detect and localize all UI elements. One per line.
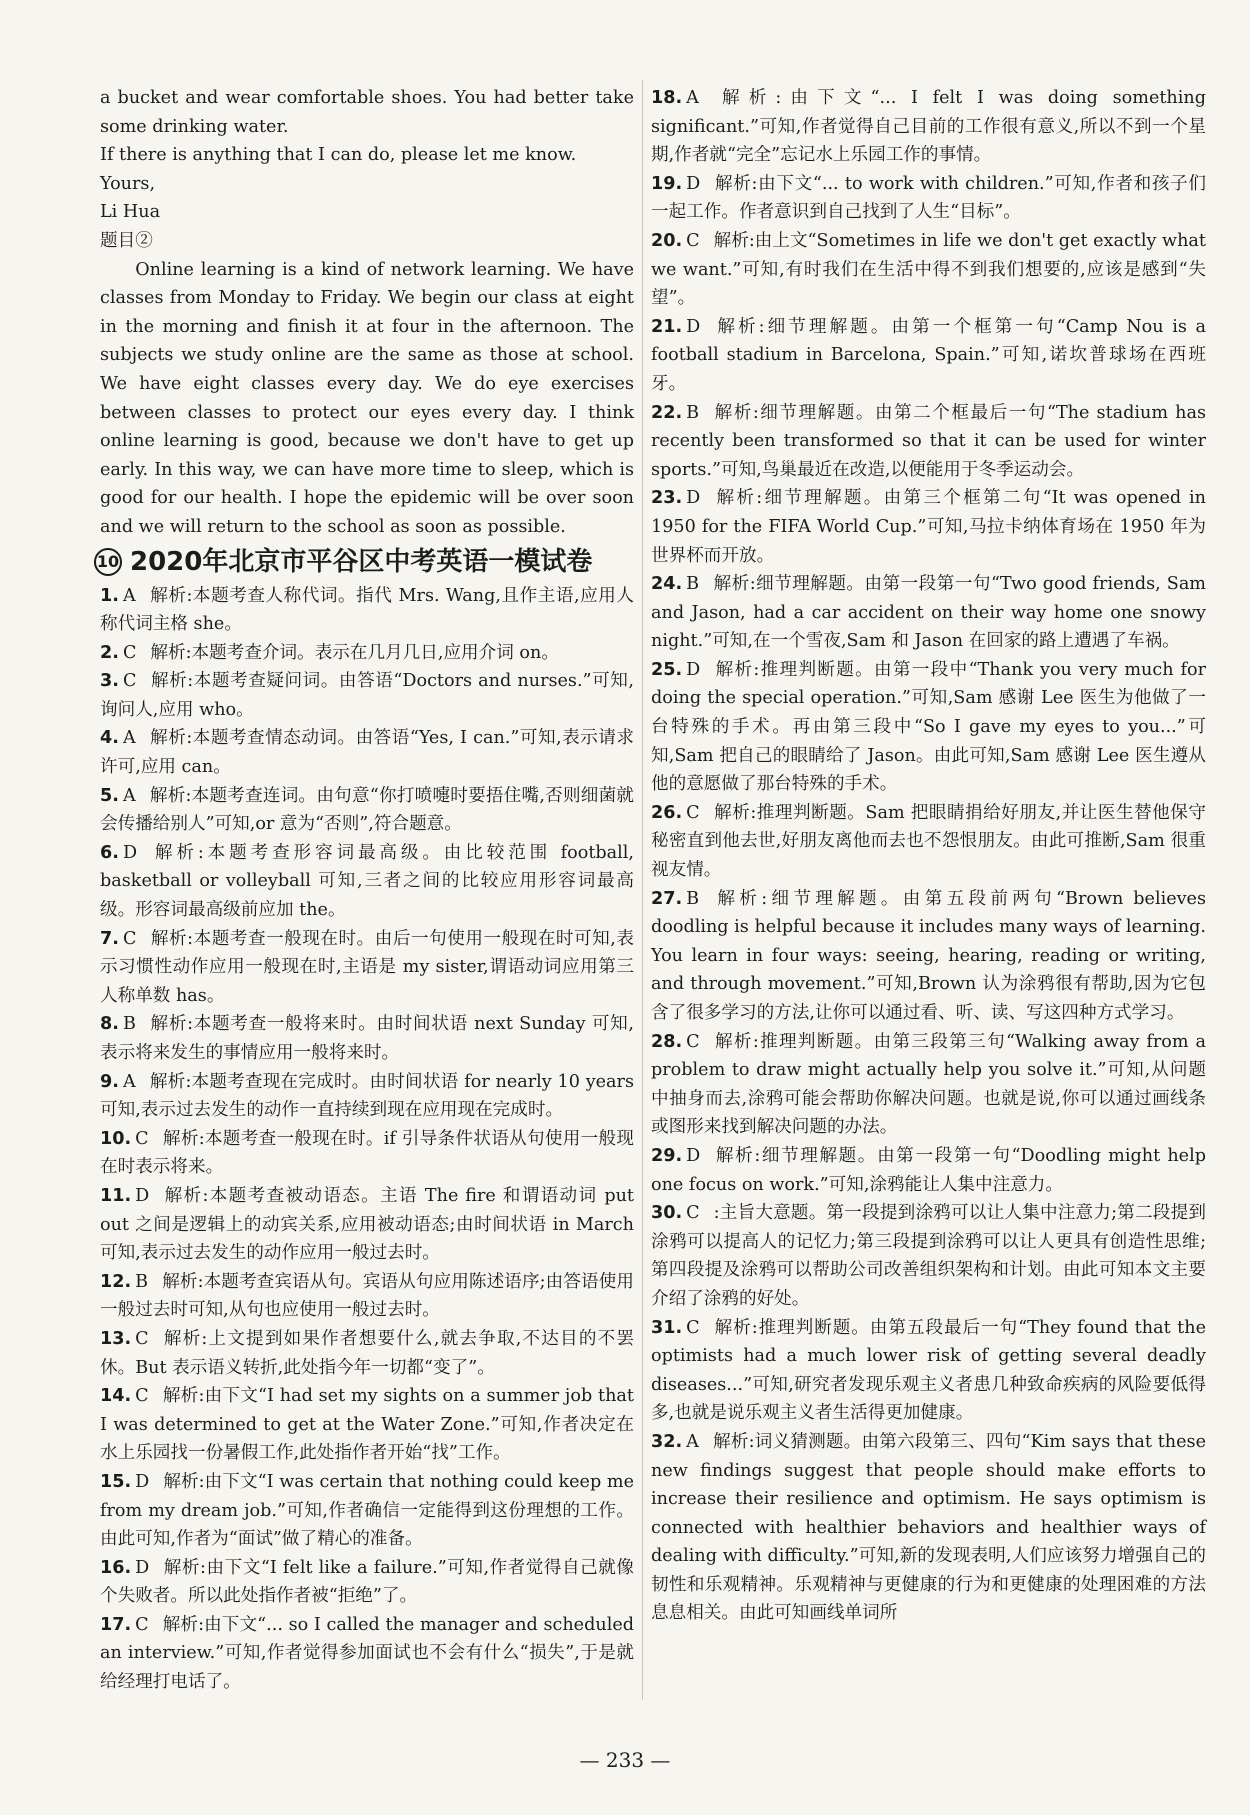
explanation-text: :推理判断题。由第三段第三句“Walking away from a problem to draw might actually help you solve it.”可知,从问题中抽身而去,涂鸦可能会帮助你解决问题。也就是说,你可以通过画线条或图形来找到解决问题的办法。 [651,1031,1206,1138]
answer-item [100,1468,634,1554]
explanation-text: :推理判断题。由第一段中“Thank you very much for doing the special operation.”可知,Sam 感谢 Lee 医生为他做了一台特殊的手术。再由第三段中“So I gave my eyes to you...”可知,Sam 把自己的眼睛给了 Jason。由此可知,Sam 感谢 Lee 医生遵从他的意愿做了那台特殊的手术。 [651,659,1206,795]
answer-item [651,313,1206,399]
letter-closing: Yours, [100,173,156,194]
answer-item [651,227,1206,313]
answer-choice: B [686,574,700,595]
answer-number: 27. [651,888,683,909]
answer-number: 13. [100,1328,132,1349]
answer-number: 20. [651,230,683,251]
explanation-text: :细节理解题。由第一个框第一句“Camp Nou is a football stadium in Barcelona, Spain.”可知,诺坎普球场在西班牙。 [651,316,1206,394]
explanation-text: :推理判断题。Sam 把眼睛捐给好朋友,并让医生替他保守秘密直到他去世,好朋友离他而去也不怨恨朋友。由此可推断,Sam 很重视友情。 [651,802,1206,881]
explanation-text: :由下文“... I felt I was doing something significant.”可知,作者觉得自己目前的工作很有意义,所以不到一个星期,作者就“完全”忘记水上乐园工作的事情。 [651,88,1206,166]
explanation-tag: 解析 [162,1614,199,1635]
answer-item [100,1382,634,1468]
letter-line: a bucket and wear comfortable shoes. You had better take some drinking water. [100,88,634,137]
left-column [96,84,634,1697]
answer-item [100,1268,634,1325]
answer-number: 14. [100,1386,132,1407]
explanation-text: :由上文“Sometimes in life we don't get exactly what we want.”可知,有时我们在生活中得不到我们想要的,应该是感到“失望”。 [651,230,1206,309]
answer-number: 23. [651,488,683,509]
answer-list-left [100,582,634,1697]
answer-choice: A [686,1431,699,1452]
answer-choice: C [686,802,700,823]
explanation-text: :本题考查一般现在时。由后一句使用一般现在时可知,表示习惯性动作应用一般现在时,主语是 my sister,谓语动词应用第三人称单数 has。 [100,928,634,1006]
explanation-tag: 解析 [151,842,198,863]
answer-number: 17. [100,1614,132,1635]
answer-item [651,399,1206,485]
explanation-text: :词义猜测题。由第六段第三、四句“Kim says that these new findings suggest that people should make efforts to increase their resilience and optimism. He says optimism is connected with healthier behaviors and healthier ways of dealing with difficulty.”可知,新的发现表明,人们应该努力增强自己的韧性和乐观精神。乐观精神与更健康的行为和更健康的处理困难的方法息息相关。由此可知画线单词所 [651,1431,1206,1624]
answer-item [100,1611,634,1697]
answer-item [100,667,634,724]
explanation-tag: 解析 [150,928,188,949]
answer-number: 6. [100,842,119,863]
answer-item [100,639,634,668]
explanation-text: :本题考查一般将来时。由时间状语 next Sunday 可知,表示将来发生的事情应用一般将来时。 [100,1014,634,1063]
answer-item [651,656,1206,799]
explanation-tag: 解析 [163,1185,203,1206]
answer-item [100,1325,634,1382]
explanation-tag: 解析 [714,488,757,509]
section-title: 2020年北京市平谷区中考英语一模试卷 [130,546,593,577]
explanation-text: :本题考查介词。表示在几月几日,应用介词 on。 [185,642,559,663]
answer-number: 3. [100,671,119,692]
answer-item [651,1142,1206,1199]
explanation-tag: 解析 [162,1271,198,1292]
explanation-tag: 解析 [713,1031,753,1052]
answer-choice: A [122,785,136,806]
explanation-text: :主旨大意题。第一段提到涂鸦可以让人集中注意力;第二段提到涂鸦可以提高人的记忆力;第三段提到涂鸦可以让人更具有创造性思维;第四段提及涂鸦可以帮助公司改善组织架构和计划。由此可知本文主要介绍了涂鸦的好处。 [651,1203,1206,1309]
answer-choice: D [135,1185,150,1206]
answer-choice: D [686,659,701,680]
answer-choice: D [122,842,138,863]
answer-choice: D [686,316,701,337]
explanation-tag: 解析 [714,1145,755,1166]
answer-item [651,170,1206,227]
explanation-tag: 解析 [150,671,188,692]
answer-choice: B [122,1014,136,1035]
answer-item [651,885,1206,1028]
explanation-tag: 解析 [162,1328,202,1349]
explanation-text: :上文提到如果作者想要什么,就去争取,不达目的不罢休。But 表示语义转折,此处指今年一切都“变了”。 [100,1328,634,1378]
answer-number: 5. [100,785,119,806]
answer-number: 16. [100,1557,132,1578]
answer-choice: C [122,642,137,663]
explanation-tag: 解析 [149,728,187,749]
explanation-tag: 解析 [712,1431,749,1452]
answer-choice: C [135,1328,149,1349]
explanation-text: :细节理解题。由第三个框第二句“It was opened in 1950 for the FIFA World Cup.”可知,马拉卡纳体育场在 1950 年为世界杯而开放。 [651,488,1206,566]
answer-number: 21. [651,316,683,337]
explanation-tag: 解析 [713,574,750,595]
explanation-text: :由下文“I had set my sights on a summer job that I was determined to get at the Water Zone.”可知,作者决定在水上乐园找一份暑假工作,此处指作者开始“找”工作。 [100,1386,634,1464]
answer-choice: C [686,1203,700,1224]
answer-item [651,84,1206,170]
answer-choice: A [122,585,136,606]
answer-number: 8. [100,1014,119,1035]
answer-number: 22. [651,402,683,423]
answer-choice: C [686,1031,700,1052]
answer-choice: B [135,1271,149,1292]
explanation-text: :本题考查人称代词。指代 Mrs. Wang,且作主语,应用人称代词主格 she。 [100,585,634,635]
section-number-badge: 10 [94,548,122,576]
answer-choice: D [686,488,701,509]
answer-number: 30. [651,1203,683,1224]
explanation-text: :细节理解题。由第一段第一句“Doodling might help one focus on work.”可知,涂鸦能让人集中注意力。 [651,1145,1206,1195]
answer-number: 7. [100,928,119,949]
answer-number: 31. [651,1317,683,1338]
explanation-tag: 解析 [713,802,751,823]
explanation-tag: 解析 [714,316,759,337]
answer-number: 28. [651,1031,683,1052]
right-column [651,84,1206,1628]
answer-item [651,1314,1206,1428]
explanation-tag: 解析 [163,1557,201,1578]
answer-choice: B [686,888,700,909]
explanation-tag: 解析 [149,785,186,806]
answer-item [651,1428,1206,1628]
explanation-text: :细节理解题。由第一段第一句“Two good friends, Sam and Jason, had a car accident on their way home one snowy night.”可知,在一个雪夜,Sam 和 Jason 在回家的路上遭遇了车祸。 [651,574,1206,652]
answer-choice: C [135,1128,149,1149]
answer-choice: D [686,1145,701,1166]
explanation-tag: 解析 [149,585,187,606]
answer-choice: C [686,230,700,251]
letter-signature: Li Hua [100,202,161,223]
answer-choice: C [122,671,137,692]
page-number: — 233 — [579,1748,671,1772]
explanation-text: :由下文“... so I called the manager and scheduled an interview.”可知,作者觉得参加面试也不会有什么“损失”,于是就给经理打电话了。 [100,1614,634,1693]
explanation-text: :本题考查宾语从句。宾语从句应用陈述语序;由答语使用一般过去时可知,从句也应使用一般过去时。 [100,1271,634,1321]
answer-choice: D [135,1557,150,1578]
answer-number: 1. [100,585,119,606]
answer-item [100,724,634,781]
answer-item [651,799,1206,885]
answer-item [651,484,1206,570]
explanation-text: :本题考查被动语态。主语 The fire 和谓语动词 put out 之间是逻辑上的动宾关系,应用被动语态;由时间状语 in March 可知,表示过去发生的动作应用一般过去时。 [100,1185,634,1264]
explanation-tag: 解析 [163,1471,199,1492]
answer-item [651,570,1206,656]
explanation-text: :细节理解题。由第五段前两句“Brown believes doodling is helpful because it includes many ways of learning. You learn in four ways: seeing, hearing, reading or writing, and through movement.”可知,Brown 认为涂鸦很有帮助,因为它包含了很多学习的方法,让你可以通过看、听、读、写这四种方式学习。 [651,888,1206,1023]
explanation-tag: 解析 [713,230,749,251]
explanation-tag: 解析 [713,1317,752,1338]
answer-number: 32. [651,1431,683,1452]
answer-number: 18. [651,88,683,108]
answer-item [100,1010,634,1067]
answer-choice: B [686,402,700,423]
explanation-tag: 解析 [712,88,776,108]
answer-choice: D [135,1471,150,1492]
answer-number: 4. [100,728,119,749]
answer-number: 9. [100,1071,119,1092]
answer-item [651,1199,1206,1313]
answer-number: 25. [651,659,683,680]
explanation-text: :推理判断题。由第五段最后一句“They found that the optimists had a much lower risk of getting several deadly diseases...”可知,研究者发现乐观主义者患几种致命疾病的风险要低得多,也就是说乐观主义者生活得更加健康。 [651,1317,1206,1424]
topic2-label: 题目② [100,230,153,251]
answer-list-right [651,84,1206,1628]
answer-item [100,582,634,639]
answer-item [100,1125,634,1182]
explanation-text: :本题考查现在完成时。由时间状语 for nearly 10 years 可知,表示过去发生的动作一直持续到现在应用现在完成时。 [100,1071,634,1121]
explanation-tag: 解析 [149,1014,188,1035]
answer-choice: C [686,1317,700,1338]
answer-choice: C [122,928,137,949]
explanation-tag: 解析 [150,642,186,663]
topic2-essay: Online learning is a kind of network learning. We have classes from Monday to Friday. We begin our class at eight in the morning and finish it at four in the afternoon. The subjects we study online are the same as those at school. We have eight classes every day. We do eye exercises between classes to protect our eyes every day. I think online learning is good, because we don't have to get up early. In this way, we can have more time to sleep, which is good for our health. I hope the epidemic will be over soon and we will return to the school as soon as possible. [100,259,634,537]
answer-number: 26. [651,802,683,823]
explanation-text: :本题考查情态动词。由答语“Yes, I can.”可知,表示请求许可,应用 can。 [100,728,634,778]
letter-line: If there is anything that I can do, please let me know. [100,145,577,166]
answer-item [100,782,634,839]
explanation-text: :由下文“I was certain that nothing could keep me from my dream job.”可知,作者确信一定能得到这份理想的工作。由此可知,作者为“面试”做了精心的准备。 [100,1471,634,1550]
answer-number: 29. [651,1145,683,1166]
answer-number: 10. [100,1128,132,1149]
explanation-text: :本题考查连词。由句意“你打喷嚏时要捂住嘴,否则细菌就会传播给别人”可知,or 意为“否则”,符合题意。 [100,785,634,835]
answer-item [100,925,634,1011]
explanation-tag: 解析 [162,1128,199,1149]
explanation-text: :本题考查一般现在时。if 引导条件状语从句使用一般现在时表示将来。 [100,1128,634,1178]
explanation-tag: 解析 [713,402,753,423]
explanation-text: :本题考查疑问词。由答语“Doctors and nurses.”可知,询问人,应用 who。 [100,671,634,720]
explanation-text: :由下文“... to work with children.”可知,作者和孩子们一起工作。作者意识到自己找到了人生“目标”。 [651,173,1206,223]
answer-choice: C [135,1614,149,1635]
answer-number: 24. [651,574,683,595]
answer-number: 15. [100,1471,132,1492]
answer-number: 19. [651,173,683,194]
letter-ending [100,84,634,542]
explanation-tag: 解析 [713,888,762,909]
explanation-tag: 解析 [162,1386,199,1407]
answer-item [100,1554,634,1611]
answer-choice: A [122,728,136,749]
explanation-text: :由下文“I felt like a failure.”可知,作者觉得自己就像个失败者。所以此处指作者被“拒绝”了。 [100,1557,634,1607]
section-heading [94,544,634,580]
answer-item [651,1028,1206,1142]
explanation-text: :细节理解题。由第二个框最后一句“The stadium has recently been transformed so that it can be used for winter sports.”可知,鸟巢最近在改造,以便能用于冬季运动会。 [651,402,1206,480]
answer-number: 2. [100,642,119,663]
answer-choice: A [122,1071,136,1092]
column-divider [642,80,643,1700]
explanation-text: :本题考查形容词最高级。由比较范围 football, basketball or volleyball 可知,三者之间的比较应用形容词最高级。形容词最高级前应加 the。 [100,842,634,921]
explanation-tag: 解析 [714,173,752,194]
answer-number: 11. [100,1185,132,1206]
answer-item [100,1182,634,1268]
explanation-tag: 解析 [149,1071,186,1092]
explanation-tag: 解析 [714,659,754,680]
answer-choice: A [686,88,699,108]
answer-item [100,839,634,925]
answer-item [100,1068,634,1125]
answer-number: 12. [100,1271,132,1292]
answer-choice: C [135,1386,149,1407]
answer-choice: D [686,173,701,194]
